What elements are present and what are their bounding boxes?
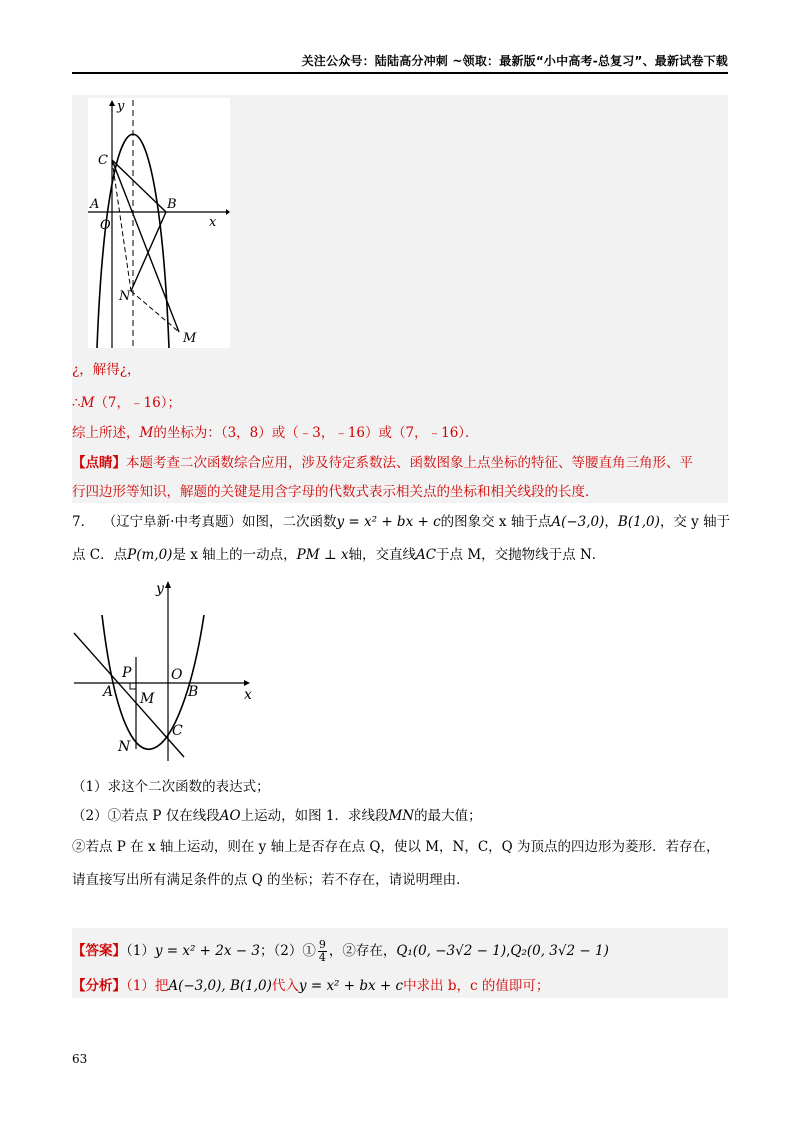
answer-tag: 【答案】: [72, 943, 126, 959]
fig2-label-O: O: [171, 667, 183, 683]
fig1-label-N: N: [119, 289, 131, 304]
fig1-segment-CM: [112, 160, 179, 332]
solution-line-3: 综上所述，M的坐标为：（3，8）或（﹣3，﹣16）或（7，﹣16）．: [72, 425, 479, 441]
page-header: 关注公众号：陆陆高分冲刺 ~领取：最新版“小中高考-总复习”、最新试卷下载: [301, 54, 728, 68]
answer-line: 【答案】（1）y = x² + 2x − 3；（2）① $\frac{9}{4}$ ，②存在，Q₁(0, −3√2 − 1),Q₂(0, 3√2 − 1): [72, 938, 609, 964]
fig1-label-O: O: [100, 218, 111, 233]
fig2-label-y: y: [156, 581, 164, 597]
question-2-part-2-line-2: 请直接写出所有满足条件的点 Q 的坐标；若不存在，请说明理由．: [72, 872, 470, 888]
fig2-right-angle-mark: [130, 683, 136, 689]
problem7-function: y = x² + bx + c: [336, 514, 441, 530]
analysis-line: 【分析】（1）把A(−3,0), B(1,0)代入y = x² + bx + c中求出 b，c 的值即可；: [72, 978, 550, 994]
fig1-label-B: B: [167, 197, 177, 212]
fig2-label-P: P: [122, 665, 132, 681]
page-number: 63: [72, 1052, 88, 1066]
analysis-tag: 【分析】: [72, 978, 126, 994]
fig2-y-arrow: [165, 581, 171, 588]
problem7-line-2: 点 C．点P(m,0)是 x 轴上的一动点，PM ⊥ x轴，交直线AC于点 M，交抛物线于点 N．: [72, 547, 606, 563]
fig2-label-N: N: [118, 739, 131, 755]
header-rule: [72, 72, 728, 74]
fig2-label-B: B: [188, 684, 199, 700]
fig1-label-C: C: [98, 153, 108, 168]
problem7-line-1: 7． （辽宁阜新·中考真题）如图，二次函数y = x² + bx + c的图象交 x 轴于点A(−3,0)，B(1,0)，交 y 轴于: [72, 514, 731, 530]
question-2: （2）①若点 P 仅在线段AO上运动，如图 1．求线段MN的最大值；: [72, 808, 482, 824]
comment-line-1: 【点睛】本题考查二次函数综合应用，涉及待定系数法、函数图象上点坐标的特征、等腰直角三角形、平: [72, 455, 693, 471]
fig1-x-arrow: [226, 209, 230, 215]
fig1-label-M: M: [183, 331, 197, 346]
comment-tag: 【点睛】: [72, 455, 126, 471]
figure-1-parabola-diagram: [88, 98, 230, 348]
fig1-label-A: A: [90, 197, 100, 212]
question-2-part-2-line-1: ②若点 P 在 x 轴上运动，则在 y 轴上是否存在点 Q，使以 M，N，C，Q 为顶点的四边形为菱形．若存在，: [72, 839, 720, 855]
answer-fraction: $\frac{9}{4}$: [318, 938, 326, 964]
fig2-label-C: C: [172, 723, 183, 739]
fig2-label-A: A: [103, 684, 114, 700]
fig1-segment-CB: [112, 160, 166, 212]
solution-line-1: ¿，解得¿，: [72, 362, 141, 378]
fig2-label-x: x: [244, 687, 252, 703]
comment-line-2: 行四边形等知识，解题的关键是用含字母的代数式表示相关点的坐标和相关线段的长度．: [72, 484, 599, 500]
fig1-y-arrow: [109, 100, 115, 106]
question-1: （1）求这个二次函数的表达式；: [72, 779, 270, 795]
fig2-label-M: M: [140, 691, 155, 707]
fig1-label-x: x: [209, 215, 217, 230]
fig1-dashed-CN: [112, 160, 131, 291]
fig1-label-y: y: [117, 99, 125, 114]
fig2-x-arrow: [244, 680, 250, 686]
fig1-dashed-NM: [131, 291, 179, 332]
figure-2-parabola-diagram: [72, 575, 272, 765]
solution-line-2: ∴M（7，﹣16）；: [72, 395, 181, 411]
